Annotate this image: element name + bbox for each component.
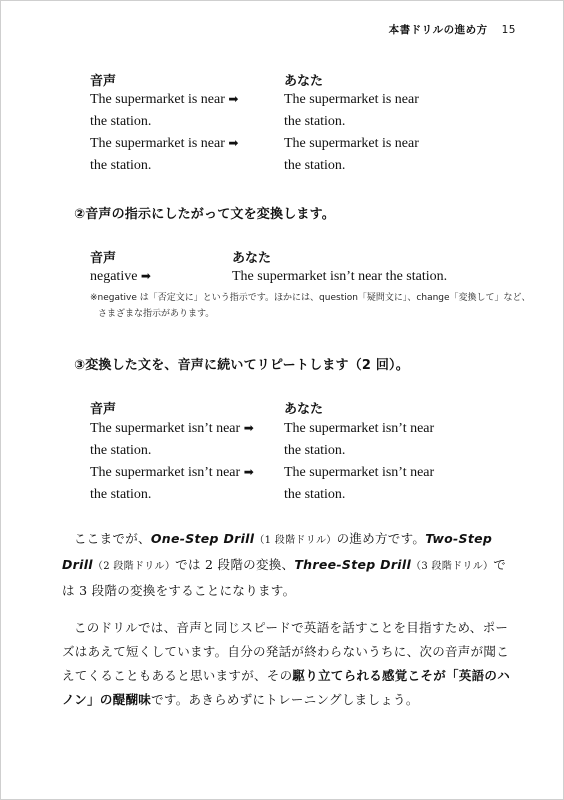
response-line: The supermarket isn’t near [284, 421, 435, 436]
arrow-right-icon: ➡ [243, 465, 254, 479]
page-number: 15 [501, 24, 516, 36]
audio-line: the station. [90, 158, 152, 173]
section-heading-3: ③変換した文を、音声に続いてリピートします（2 回）。 [74, 358, 409, 373]
audio-line: the station. [90, 114, 152, 129]
note-line: さまざまな指示があります。 [98, 309, 215, 319]
body-paragraph: ここまでが、One-Step Drill（1 段階ドリル）の進め方です。Two-Step Drill（2 段階ドリル）では 2 段階の変換、Three-Step Drill（3 段階ドリル）では 3 段階の変換をすることになります。 [62, 531, 507, 598]
response-line: the station. [284, 158, 346, 173]
response-line: The supermarket isn’t near [284, 465, 435, 480]
response-line: The supermarket is near [284, 92, 419, 107]
you-label: あなた [232, 251, 272, 266]
you-label: あなた [284, 74, 324, 89]
note-line: ※negative は「否定文に」という指示です。ほかには、question「疑問文に」、change「変換して」など、 [90, 293, 531, 303]
running-head [389, 22, 516, 37]
emphasis-text: 駆り立てられる感覚こそが「英語のハノン」の醍醐味 [62, 668, 511, 707]
response-line: The supermarket is near [284, 136, 419, 151]
audio-label: 音声 [90, 251, 117, 266]
response-line: the station. [284, 443, 346, 458]
arrow-right-icon: ➡ [140, 269, 151, 283]
audio-label: 音声 [90, 402, 117, 417]
answer-line: The supermarket isn’t near the station. [232, 269, 448, 284]
arrow-right-icon: ➡ [243, 421, 254, 435]
audio-line: The supermarket isn’t near ➡ [90, 465, 254, 480]
prompt-line: negative ➡ [90, 269, 151, 284]
you-label: あなた [284, 402, 324, 417]
section-heading-2: ②音声の指示にしたがって文を変換します。 [74, 207, 335, 222]
arrow-right-icon: ➡ [228, 92, 239, 106]
audio-label: 音声 [90, 74, 117, 89]
arrow-right-icon: ➡ [228, 136, 239, 150]
audio-line: The supermarket is near ➡ [90, 92, 239, 107]
chapter-title: 本書ドリルの進め方 [388, 24, 488, 36]
response-line: the station. [284, 487, 346, 502]
audio-line: the station. [90, 487, 152, 502]
audio-line: The supermarket isn’t near ➡ [90, 421, 254, 436]
audio-line: the station. [90, 443, 152, 458]
drill-name: One-Step Drill [150, 531, 255, 546]
audio-line: The supermarket is near ➡ [90, 136, 239, 151]
response-line: the station. [284, 114, 346, 129]
drill-name: Two-Step Drill [62, 531, 493, 572]
drill-name: Three-Step Drill [294, 557, 412, 572]
body-paragraph: このドリルでは、音声と同じスピードで英語を話すことを目指すため、ポーズはあえて短くしています。自分の発話が終わらないうちに、次の音声が聞こえてくることもあると思いますが、その駆り立てられる感覚こそが「英語のハノン」の醍醐味です。あきらめずにトレーニングしましょう。 [62, 620, 511, 707]
